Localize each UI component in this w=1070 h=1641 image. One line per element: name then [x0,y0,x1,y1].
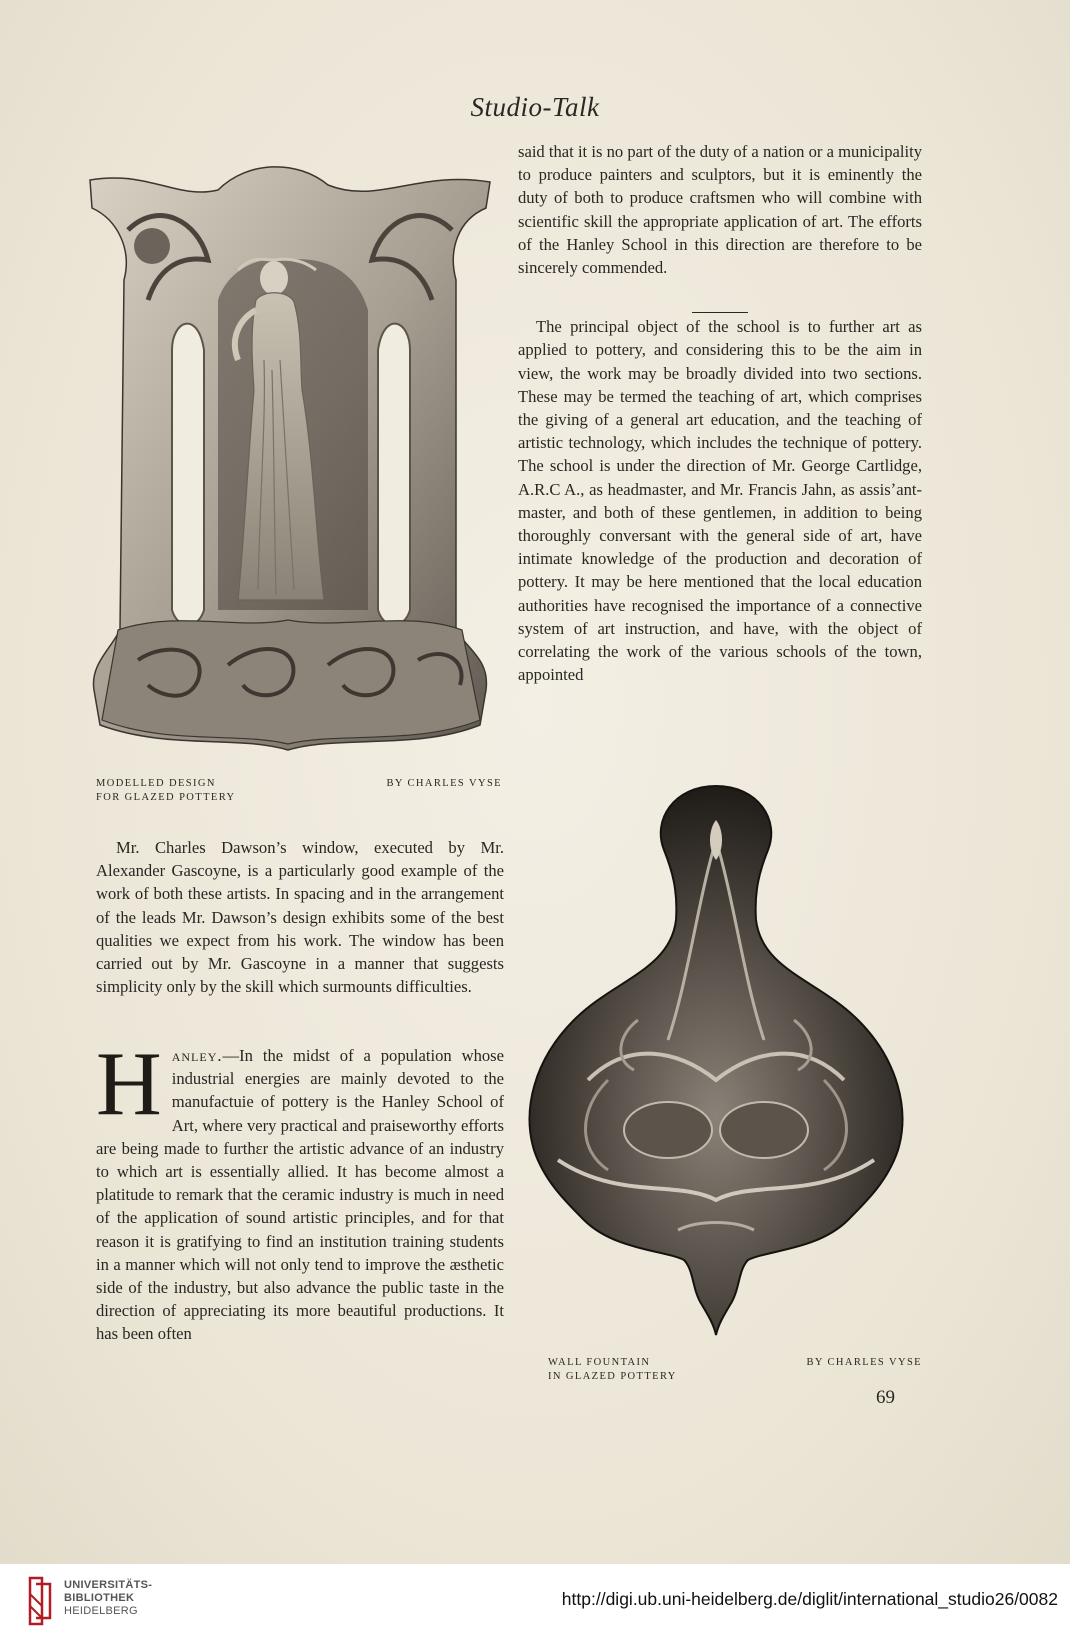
figure2-caption-credit: BY CHARLES VYSE [806,1357,922,1368]
right-paragraph-1: said that it is no part of the duty of a nation or a municipality to produce painters and sculptors, but it is eminently the duty of both to produce craftsmen who will combine with scientific skill the appropriate application of art. The efforts of the Hanley School in this direction are therefore to be sincerely commended. [518,142,922,278]
figure1-caption-credit: BY CHARLES VYSE [386,778,502,789]
drop-cap: H [96,1033,162,1134]
figure2-caption-title: WALL FOUNTAIN IN GLAZED POTTERY [548,1357,677,1382]
wall-fountain-illustration [518,780,914,1336]
library-logo-icon [26,1576,54,1626]
right-column-text [518,140,922,686]
right-paragraph-2: The principal object of the school is to further art as applied to pottery, and considering this to be the aim in view, the work may be broadly divided into two sections. These may be termed the teaching of art, which comprises the giving of a general art education, and the teaching of artistic technology, which includes the technique of pottery. The school is under the direction of Mr. George Cartlidge, A.R.C A., as headmaster, and Mr. Francis Jahn, as assisʼant-master, and both of these gentlemen, in addition to being thoroughly conversant with the general side of art, have intimate knowledge of the production and decoration of pottery. It may be here mentioned that the local education authorities have recognised the importance of a connective system of art instruction, and have, with the object of correlating the work of the various schools of the town, appointed [518,317,922,685]
hanley-section [96,1033,504,1346]
running-head: Studio-Talk [470,92,600,122]
library-footer [0,1564,1070,1641]
library-name-line-2: BIBLIOTHEK [64,1592,135,1604]
page-number: 69 [876,1387,895,1408]
library-name-line-3: HEIDELBERG [64,1605,138,1617]
left-paragraph-2: —In the midst of a population whose industrial energies are mainly devoted to the manufactuie of pottery is the Hanley School of Art, where very practical and praiseworthy efforts are being made to furthεr the artistic advance of an industry to which art is essentially allied. It has become almost a platitude to remark that the ceramic industry is much in need of the application of sound artistic principles, and for that reason it is gratifying to find an institution training students in a manner which will not only tend to improve the æsthetic side of the industry, but also advance the public taste in the direction of appreciating its more beautiful productions. It has been often [96,1046,504,1344]
left-paragraph-1: Mr. Charles Dawson’s window, executed by Mr. Alexander Gascoyne, is a particularly good example of the work of both these artists. In spacing and in the arrangement of the leads Mr. Dawson’s design exhibits some of the best qualities we expect from his work. The window has been carried out by Mr. Gascoyne in a manner that suggests simplicity only by the skill which surmounts difficulties. [96,838,504,997]
library-name-line-1: UNIVERSITÄTS- [64,1579,153,1591]
library-name [64,1579,152,1618]
permalink-url[interactable]: http://digi.ub.uni-heidelberg.de/diglit/international_studio26/0082 [561,1589,1058,1609]
figure1-caption-title: MODELLED DESIGN FOR GLAZED POTTERY [96,778,236,803]
section-lead-word: anley. [171,1046,223,1065]
section-divider [692,312,748,313]
modelled-design-illustration [88,160,492,758]
